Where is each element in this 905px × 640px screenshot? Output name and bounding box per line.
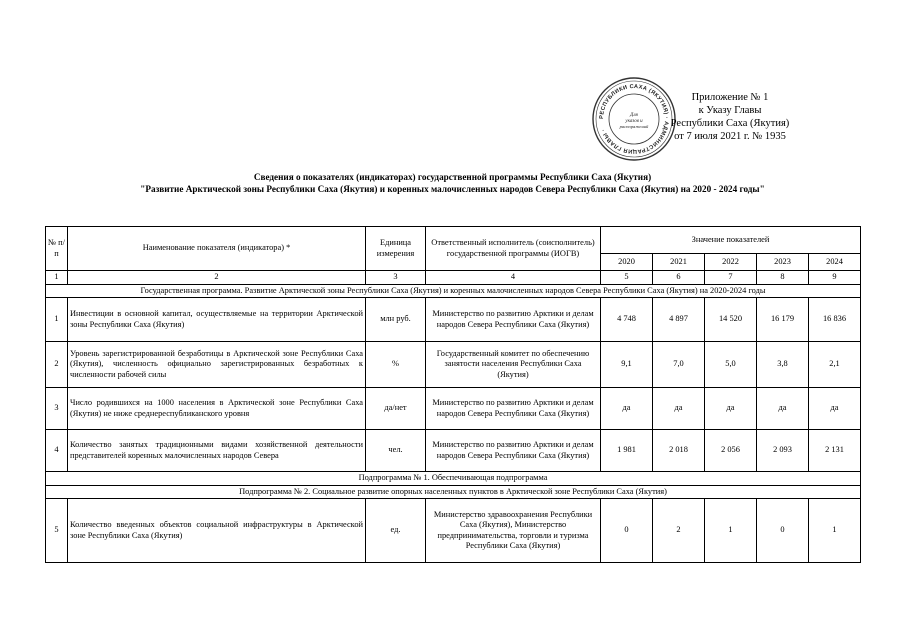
row-num: 2: [46, 342, 68, 388]
header-unit: Единица измерения: [366, 227, 426, 271]
table-row: [46, 342, 861, 388]
row-value: 1: [705, 499, 757, 563]
row-value: да: [653, 388, 705, 430]
column-number: 7: [705, 271, 757, 285]
row-value: 16 179: [757, 298, 809, 342]
subprogram-1-row: Подпрограмма № 1. Обеспечивающая подпрограмма: [46, 472, 861, 486]
row-value: 2 056: [705, 430, 757, 472]
row-executor: Государственный комитет по обеспечению занятости населения Республики Саха (Якутия): [426, 342, 601, 388]
row-value: 0: [601, 499, 653, 563]
column-number: 2: [68, 271, 366, 285]
row-value: 2 131: [809, 430, 861, 472]
column-number: 3: [366, 271, 426, 285]
appendix-line-3: Республики Саха (Якутия): [670, 118, 790, 129]
row-num: 5: [46, 499, 68, 563]
subprogram-2-row: Подпрограмма № 2. Социальное развитие опорных населенных пунктов в Арктической зоне Республики Саха (Якутия): [46, 485, 861, 499]
column-number: 5: [601, 271, 653, 285]
svg-text:Для: Для: [630, 113, 638, 118]
table-row: [46, 430, 861, 472]
row-executor: Министерство по развитию Арктики и делам народов Севера Республики Саха (Якутия): [426, 430, 601, 472]
row-name: Количество введенных объектов социальной инфраструктуры в Арктической зоне Республики Саха (Якутия): [68, 499, 366, 563]
row-value: да: [757, 388, 809, 430]
header-year: 2023: [757, 254, 809, 271]
row-unit: млн руб.: [366, 298, 426, 342]
header-executor: Ответственный исполнитель (соисполнитель) государственной программы (ИОГВ): [426, 227, 601, 271]
svg-text:указов и: указов и: [625, 119, 643, 124]
row-value: 0: [757, 499, 809, 563]
row-value: 1: [809, 499, 861, 563]
row-name: Инвестиции в основной капитал, осуществляемые на территории Арктической зоны Республики Саха (Якутия): [68, 298, 366, 342]
row-value: да: [705, 388, 757, 430]
title-line-1: Сведения о показателях (индикаторах) государственной программы Республики Саха (Якутия): [253, 172, 652, 182]
row-value: 14 520: [705, 298, 757, 342]
appendix-line-1: Приложение № 1: [691, 92, 769, 103]
row-value: 3,8: [757, 342, 809, 388]
appendix-line-4: от 7 июля 2021 г. № 1935: [674, 131, 786, 142]
row-executor: Министерство здравоохранения Республики Саха (Якутия), Министерство предпринимательства, торговли и туризма Республики Саха (Якутия): [426, 499, 601, 563]
title-line-2: "Развитие Арктической зоны Республики Саха (Якутия) и коренных малочисленных народов Севера Республики Саха (Якутия) на 2020 - 2024 годы": [140, 184, 765, 194]
row-num: 4: [46, 430, 68, 472]
header-year: 2024: [809, 254, 861, 271]
header-year: 2022: [705, 254, 757, 271]
table-row: [46, 298, 861, 342]
row-value: да: [809, 388, 861, 430]
row-value: 1 981: [601, 430, 653, 472]
appendix-line-2: к Указу Главы: [698, 105, 762, 116]
row-num: 3: [46, 388, 68, 430]
svg-text:распоряжений: распоряжений: [619, 124, 649, 129]
row-value: 2 093: [757, 430, 809, 472]
svg-text:РЕСПУБЛИКИ САХА (ЯКУТИЯ) · АДМ: РЕСПУБЛИКИ САХА (ЯКУТИЯ) · АДМИНИСТРАЦИЯ ГЛАВЫ ·: [598, 83, 670, 155]
header-num: № п/п: [46, 227, 68, 271]
table-row: [46, 499, 861, 563]
program-row: Государственная программа. Развитие Арктической зоны Республики Саха (Якутия) и коренных малочисленных народов Севера Республики Саха (Якутия) на 2020-2024 годы: [46, 284, 861, 298]
row-executor: Министерство по развитию Арктики и делам народов Севера Республики Саха (Якутия): [426, 388, 601, 430]
row-value: 9,1: [601, 342, 653, 388]
column-number: 9: [809, 271, 861, 285]
row-name: Уровень зарегистрированной безработицы в Арктической зоне Республики Саха (Якутия), численность официально зарегистрированных безработных к численности рабочей силы: [68, 342, 366, 388]
column-number: 1: [46, 271, 68, 285]
row-value: 4 748: [601, 298, 653, 342]
row-value: 7,0: [653, 342, 705, 388]
row-unit: чел.: [366, 430, 426, 472]
column-number: 8: [757, 271, 809, 285]
row-value: 2: [653, 499, 705, 563]
row-value: да: [601, 388, 653, 430]
header-values: Значение показателей: [601, 227, 861, 254]
header-year: 2020: [601, 254, 653, 271]
row-value: 16 836: [809, 298, 861, 342]
header-name: Наименование показателя (индикатора) *: [68, 227, 366, 271]
row-unit: да/нет: [366, 388, 426, 430]
row-num: 1: [46, 298, 68, 342]
row-name: Количество занятых традиционными видами хозяйственной деятельности представителей коренных малочисленных народов Севера: [68, 430, 366, 472]
row-unit: ед.: [366, 499, 426, 563]
column-number: 6: [653, 271, 705, 285]
row-value: 2,1: [809, 342, 861, 388]
header-year: 2021: [653, 254, 705, 271]
appendix-note: [640, 91, 820, 143]
indicators-table: [45, 226, 861, 563]
row-value: 5,0: [705, 342, 757, 388]
row-value: 2 018: [653, 430, 705, 472]
column-number: 4: [426, 271, 601, 285]
row-executor: Министерство по развитию Арктики и делам народов Севера Республики Саха (Якутия): [426, 298, 601, 342]
column-numbers-row: [46, 271, 861, 285]
row-unit: %: [366, 342, 426, 388]
table-row: [46, 388, 861, 430]
document-title: [0, 171, 905, 195]
row-name: Число родившихся на 1000 населения в Арктической зоне Республики Саха (Якутия) не ниже среднереспубликанского уровня: [68, 388, 366, 430]
row-value: 4 897: [653, 298, 705, 342]
